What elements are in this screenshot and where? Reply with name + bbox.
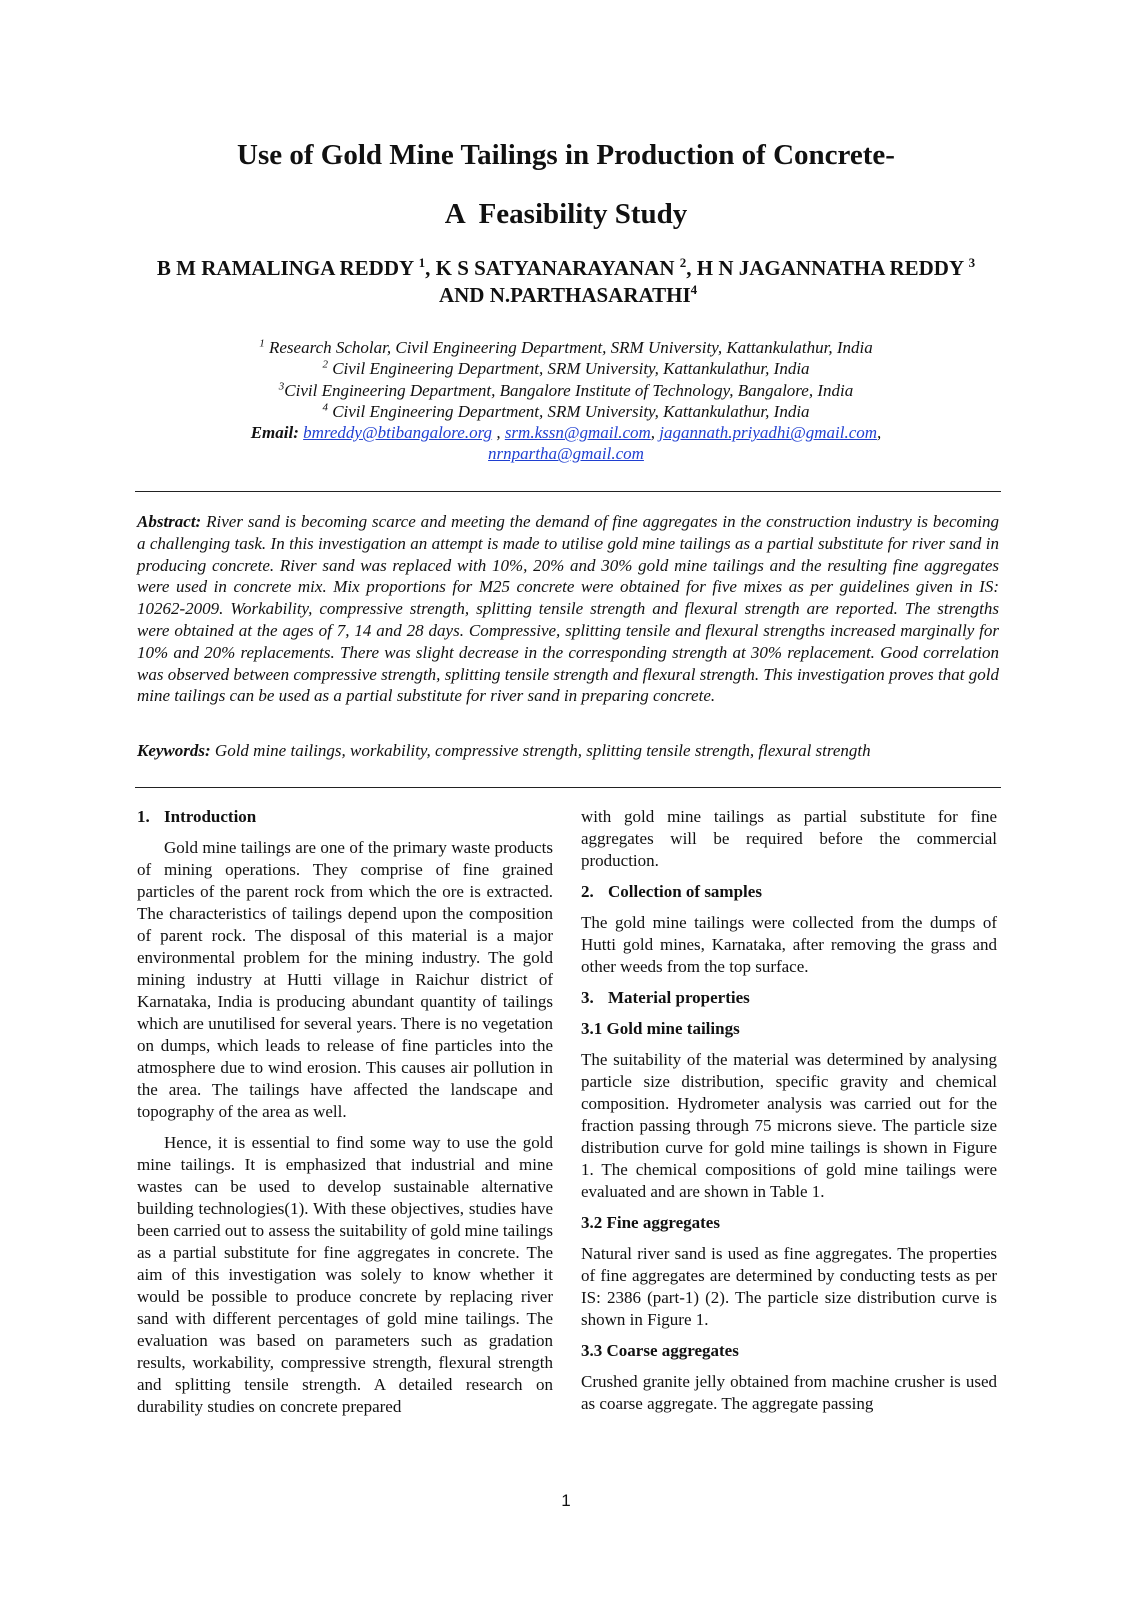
affiliation-text: Civil Engineering Department, Bangalore Institute of Technology, Bangalore, India bbox=[284, 380, 854, 400]
affiliation-line bbox=[100, 337, 1032, 358]
divider-top bbox=[135, 491, 1001, 492]
affiliation-sup: 4 bbox=[322, 401, 328, 414]
email-separator: , bbox=[877, 423, 882, 443]
author-name: K S SATYANARAYANAN bbox=[435, 256, 680, 280]
abstract-text: River sand is becoming scarce and meeting the demand of fine aggregates in the construction industry is becoming a challenging task. In this investigation an attempt is made to utilise gold mine tailings as a partial substitute for river sand in producing concrete. River sand was replaced with 10%, 20% and 30% gold mine tailings and the resulting fine aggregates were used in concrete mix. Mix proportions for M25 concrete were obtained for five mixes as per guidelines given in IS: 10262-2009. Workability, compressive strength, splitting tensile strength and flexural strength are reported. The strengths were obtained at the ages of 7, 14 and 28 days. Compressive, splitting tensile and flexural strengths increased marginally for 10% and 20% replacements. There was slight decrease in the corresponding strength at 30% replacement. Good correlation was observed between compressive strength, splitting tensile strength and flexural strength. This investigation proves that gold mine tailings can be used as a partial substitute for river sand in preparing concrete. bbox=[137, 512, 999, 706]
page-number: 1 bbox=[561, 1491, 571, 1510]
author-list bbox=[140, 255, 992, 309]
paper-title-line-1: Use of Gold Mine Tailings in Production of Concrete- bbox=[237, 139, 895, 171]
author-sup: 1 bbox=[418, 255, 426, 270]
affiliation-sup: 1 bbox=[259, 337, 265, 350]
author-name: H N JAGANNATHA REDDY bbox=[696, 256, 969, 280]
affiliation-line bbox=[100, 401, 1032, 422]
affiliation-text: Civil Engineering Department, SRM University, Kattankulathur, India bbox=[327, 359, 810, 379]
section-title: Introduction bbox=[164, 807, 257, 826]
collection-paragraph: The gold mine tailings were collected from the dumps of Hutti gold mines, Karnataka, after removing the grass and other weeds from the top surface. bbox=[581, 913, 997, 976]
section-number: 2. bbox=[581, 882, 594, 901]
affiliation-text: Research Scholar, Civil Engineering Department, SRM University, Kattankulathur, India bbox=[264, 338, 873, 357]
abstract bbox=[137, 511, 999, 707]
intro-paragraph-continued: with gold mine tailings as partial substitute for fine aggregates will be required before the commercial production. bbox=[581, 807, 997, 870]
keywords bbox=[137, 740, 999, 762]
keywords-text: Gold mine tailings, workability, compressive strength, splitting tensile strength, flexural strength bbox=[214, 741, 871, 760]
email-label: Email: bbox=[250, 423, 299, 443]
email-link-3[interactable]: jagannath.priyadhi@gmail.com bbox=[659, 423, 878, 443]
author-separator: , bbox=[425, 256, 436, 280]
affiliation-sup: 2 bbox=[322, 358, 328, 371]
keywords-label: Keywords: bbox=[137, 741, 211, 760]
divider-bottom bbox=[135, 787, 1001, 788]
abstract-label: Abstract: bbox=[137, 512, 202, 531]
author-separator: AND bbox=[434, 283, 490, 307]
affiliation-text: Civil Engineering Department, SRM University, Kattankulathur, India bbox=[327, 401, 810, 421]
author-sup: 3 bbox=[968, 255, 976, 270]
section-title: Collection of samples bbox=[608, 882, 762, 901]
author-name: B M RAMALINGA REDDY bbox=[156, 256, 419, 280]
paper-title-line-2: A Feasibility Study bbox=[444, 198, 688, 230]
author-name: N.PARTHASARATHI bbox=[489, 283, 691, 307]
tailings-paragraph: The suitability of the material was determined by analysing particle size distribution, specific gravity and chemical composition. Hydrometer analysis was carried out for the fraction passing through 75 microns sieve. The particle size distribution curve for gold mine tailings is shown in Figure 1. The chemical compositions of gold mine tailings were evaluated and are shown in Table 1. bbox=[581, 1050, 997, 1201]
section-title: Material properties bbox=[608, 988, 750, 1007]
intro-paragraph-2: Hence, it is essential to find some way to use the gold mine tailings. It is emphasized that industrial and mine wastes can be used to develop sustainable alternative building technologies(1). With these objectives, studies have been carried out to assess the suitability of gold mine tailings as a partial substitute for fine aggregates in concrete. The aim of this investigation was solely to know whether it would be possible to produce concrete by replacing river sand with different percentages of gold mine tailings. The evaluation was based on parameters such as gradation results, workability, compressive strength, flexural strength and splitting tensile strength. A detailed research on durability studies on concrete prepared bbox=[137, 1133, 553, 1416]
subsection-heading-coarse-aggregates: 3.3 Coarse aggregates bbox=[581, 1341, 739, 1360]
email-line bbox=[100, 422, 1032, 443]
email-link-4[interactable]: nrnpartha@gmail.com bbox=[488, 444, 644, 464]
affiliations bbox=[100, 337, 1032, 465]
fine-aggregates-paragraph: Natural river sand is used as fine aggregates. The properties of fine aggregates are determined by conducting tests as per IS: 2386 (part-1) (2). The particle size distribution curve is shown in Figure 1. bbox=[581, 1244, 997, 1329]
section-heading-material bbox=[581, 987, 997, 1009]
author-separator: , bbox=[686, 256, 697, 280]
author-sup: 2 bbox=[679, 255, 687, 270]
section-heading-collection bbox=[581, 881, 997, 903]
affiliation-sup: 3 bbox=[278, 379, 285, 392]
right-column bbox=[581, 806, 997, 1424]
section-number: 1. bbox=[137, 807, 150, 826]
subsection-heading-fine-aggregates: 3.2 Fine aggregates bbox=[581, 1213, 720, 1232]
subsection-heading-tailings: 3.1 Gold mine tailings bbox=[581, 1019, 740, 1038]
left-column bbox=[137, 806, 553, 1427]
email-link-1[interactable]: bmreddy@btibangalore.org bbox=[303, 423, 493, 443]
author-sup: 4 bbox=[690, 282, 698, 297]
email-line-2 bbox=[100, 443, 1032, 464]
email-separator: , bbox=[650, 423, 660, 443]
section-number: 3. bbox=[581, 988, 594, 1007]
affiliation-line bbox=[100, 358, 1032, 379]
section-heading-introduction bbox=[137, 806, 553, 828]
email-link-2[interactable]: srm.kssn@gmail.com bbox=[504, 423, 651, 443]
email-separator: , bbox=[492, 423, 505, 443]
affiliation-line bbox=[100, 380, 1032, 401]
intro-paragraph-1: Gold mine tailings are one of the primary waste products of mining operations. They comprise of fine grained particles of the parent rock from which the ore is extracted. The characteristics of tailings depend upon the composition of parent rock. The disposal of this material is a major environmental problem for the mining industry. The gold mining industry at Hutti village in Raichur district of Karnataka, India is producing abundant quantity of tailings which are unutilised for several years. There is no vegetation on dumps, which leads to release of fine particles into the atmosphere due to wind erosion. This causes air pollution in the area. The tailings have affected the landscape and topography of the area as well. bbox=[137, 838, 553, 1121]
coarse-aggregates-paragraph: Crushed granite jelly obtained from machine crusher is used as coarse aggregate. The aggregate passing bbox=[581, 1372, 997, 1413]
